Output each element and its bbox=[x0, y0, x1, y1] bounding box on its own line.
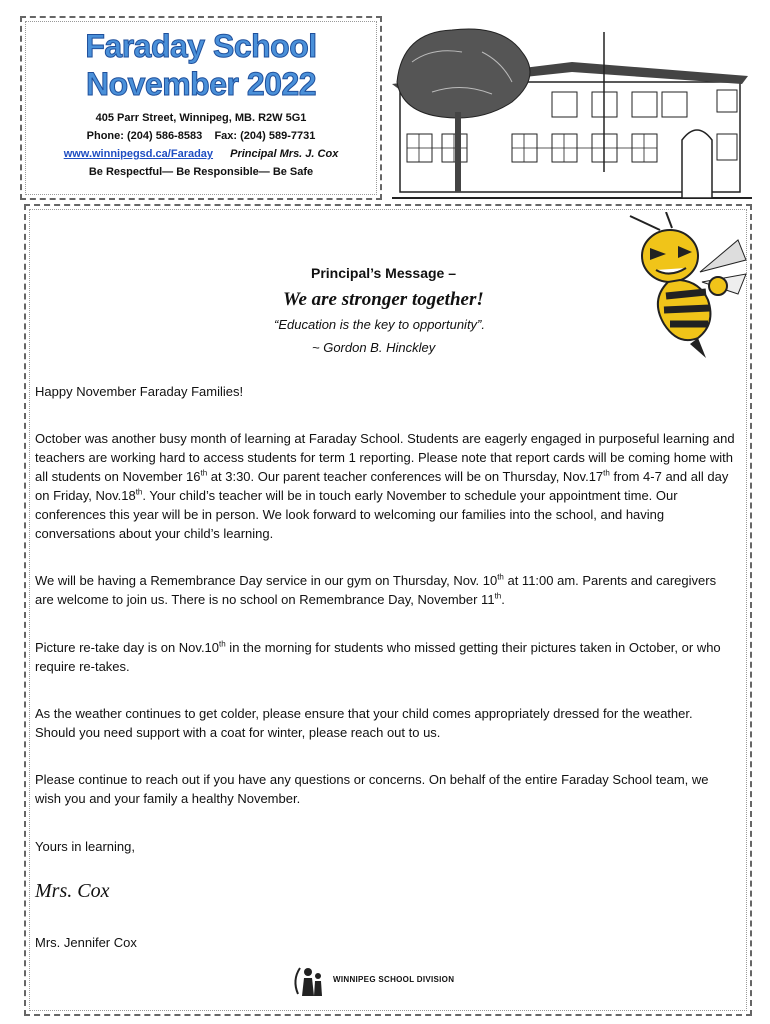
text-segment: . Your child’s teacher will be in touch early November to schedule your appointment time. Our conferences this year will be in person. We look forward to welcoming our families into the school, and having conversations about your child’s learning. bbox=[35, 488, 678, 541]
signoff-name: Mrs. Jennifer Cox bbox=[35, 935, 137, 950]
text-segment: in the morning for students who missed getting their pictures taken in October, or who require re-takes. bbox=[35, 640, 721, 674]
paragraph-october bbox=[35, 429, 735, 543]
greeting: Happy November Faraday Families! bbox=[35, 384, 244, 399]
ordinal-suffix: th bbox=[219, 639, 226, 649]
ordinal-suffix: th bbox=[200, 468, 208, 478]
text-segment: at 11:00 am. Parents and caregivers are welcome to join us. There is no school on Remembrance Day, November 11 bbox=[35, 573, 717, 607]
quote-author: ~ Gordon B. Hinckley bbox=[312, 340, 436, 355]
quote: “Education is the key to opportunity”. bbox=[274, 317, 486, 332]
school-name: Faraday School bbox=[85, 28, 317, 64]
message-subtitle: We are stronger together! bbox=[283, 289, 484, 310]
ordinal-suffix: th bbox=[603, 468, 610, 478]
text-segment: October was another busy month of learning at Faraday School. Students are eagerly engaged in purposeful learning and teachers are working hard to access students for term 1 reporting. Please note that report cards will be coming home with all students on November 16 bbox=[35, 431, 735, 484]
newsletter-month: November 2022 bbox=[85, 66, 317, 102]
school-motto: Be Respectful— Be Responsible— Be Safe bbox=[88, 166, 314, 178]
text-segment: . bbox=[501, 592, 505, 607]
web-line bbox=[22, 148, 380, 160]
paragraph-weather: As the weather continues to get colder, please ensure that your child comes appropriately dressed for the weather. Should you need support with a coat for winter, please reach out to us. bbox=[35, 706, 693, 740]
principal-name: Principal Mrs. J. Cox bbox=[230, 148, 339, 160]
text-segment: We will be having a Remembrance Day service in our gym on Thursday, Nov. 10 bbox=[35, 573, 498, 588]
text-segment: Picture re-take day is on Nov.10 bbox=[35, 640, 220, 655]
paragraph-remembrance bbox=[35, 571, 735, 609]
school-building-illustration bbox=[392, 22, 752, 202]
paragraph-picture-retake bbox=[35, 638, 735, 676]
closing-line: Yours in learning, bbox=[35, 839, 135, 854]
website-link[interactable]: www.winnipegsd.ca/Faraday bbox=[63, 148, 214, 160]
header-box bbox=[20, 16, 382, 200]
message-title: Principal’s Message – bbox=[311, 265, 456, 281]
hornet-mascot bbox=[620, 212, 750, 362]
paragraph-closing-wish: Please continue to reach out if you have any questions or concerns. On behalf of the entire Faraday School team, we wish you and your family a healthy November. bbox=[35, 772, 709, 806]
signature: Mrs. Cox bbox=[35, 880, 110, 902]
ordinal-suffix: th bbox=[135, 487, 143, 497]
phone-number: Phone: (204) 586-8583 bbox=[86, 130, 203, 142]
contact-line bbox=[22, 130, 380, 142]
text-segment: at 3:30. Our parent teacher conferences will be on Thursday, Nov.17 bbox=[207, 469, 604, 484]
ordinal-suffix: th bbox=[497, 572, 504, 582]
wsd-logo-icon bbox=[290, 962, 328, 1002]
school-address: 405 Parr Street, Winnipeg, MB. R2W 5G1 bbox=[95, 112, 307, 124]
fax-number: Fax: (204) 589-7731 bbox=[214, 130, 316, 142]
text-segment: from 4-7 and all day on Friday, Nov.18 bbox=[35, 469, 729, 503]
division-name: WINNIPEG SCHOOL DIVISION bbox=[333, 975, 455, 984]
ordinal-suffix: th bbox=[494, 591, 502, 601]
